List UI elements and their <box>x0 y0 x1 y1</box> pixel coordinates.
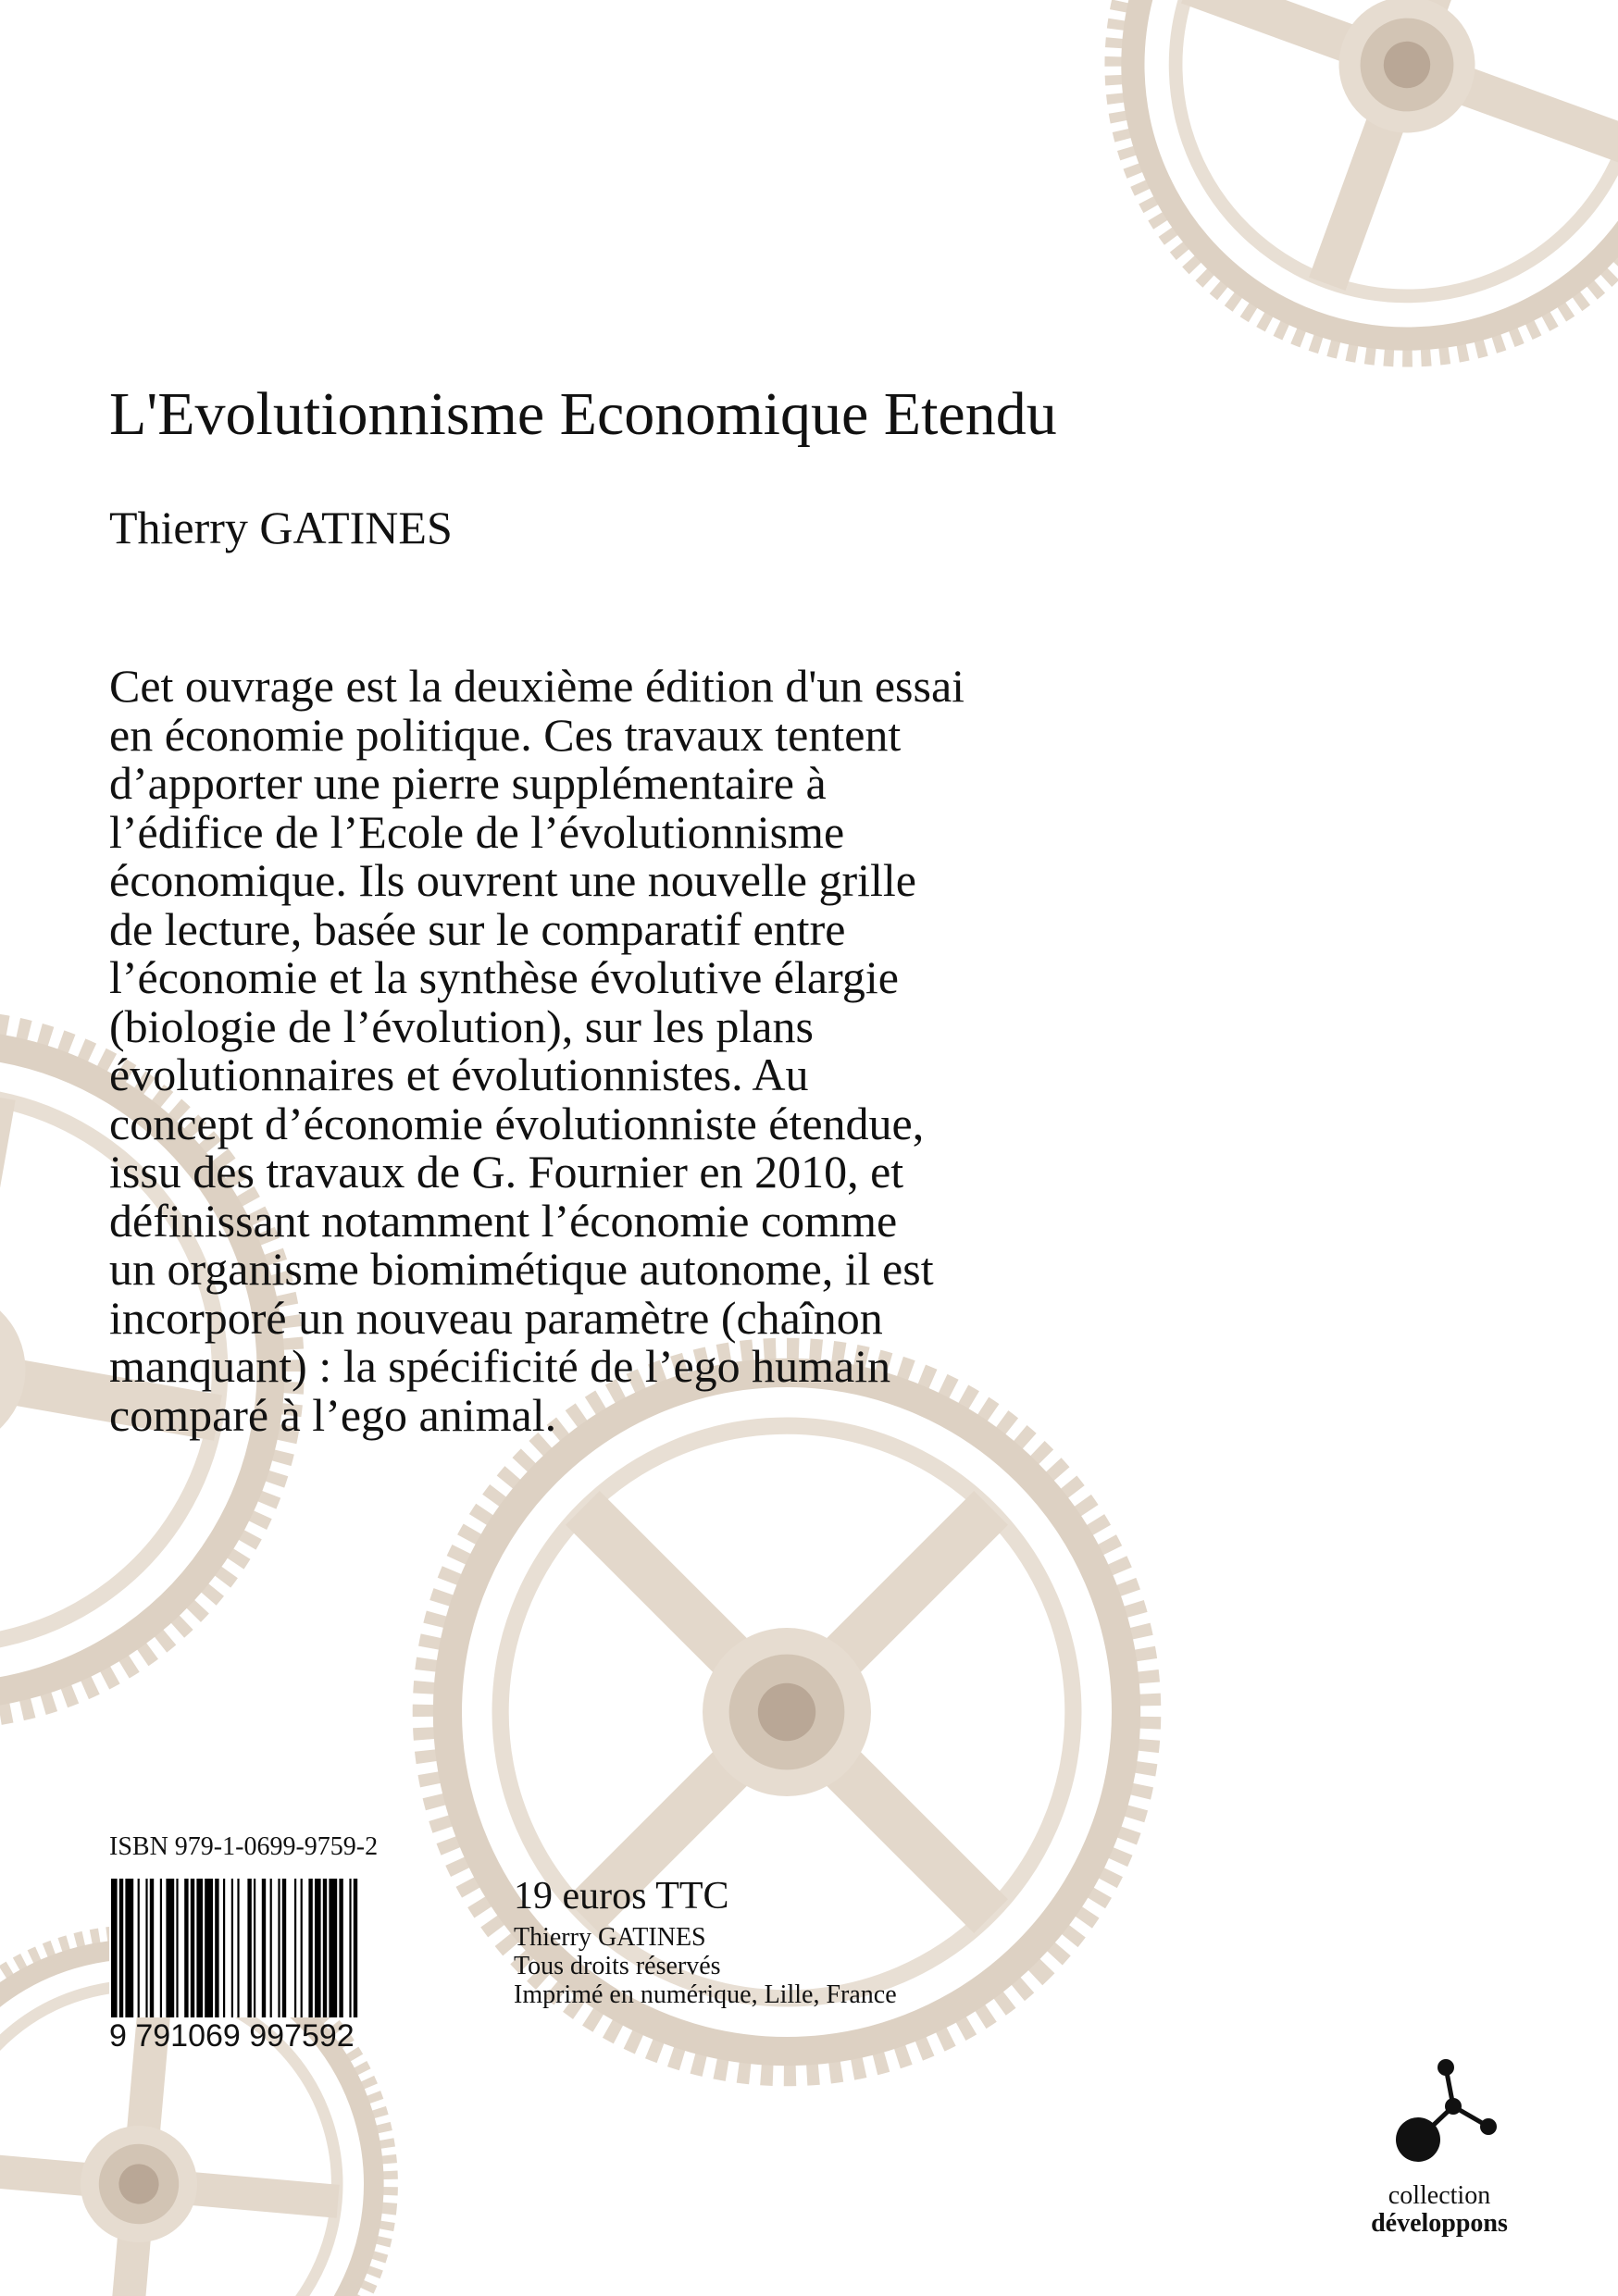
blurb-line: de lecture, basée sur le comparatif entre <box>109 902 846 955</box>
barcode-bar <box>329 1879 337 2017</box>
barcode-bar <box>323 1879 327 2017</box>
blurb-line: incorporé un nouveau paramètre (chaînon <box>109 1291 883 1344</box>
barcode-bar <box>166 1879 174 2017</box>
printing-info: Imprimé en numérique, Lille, France <box>514 1980 897 2009</box>
barcode-bar <box>138 1879 140 2017</box>
barcode-bar <box>339 1879 342 2017</box>
barcode-digits: 9 791069 997592 <box>109 2018 355 2054</box>
barcode-bar <box>278 1879 280 2017</box>
barcode-bar <box>247 1879 251 2017</box>
isbn-label: ISBN 979-1-0699-9759-2 <box>109 1832 379 1861</box>
barcode-bar <box>119 1879 123 2017</box>
collection-name: développons <box>1371 2209 1508 2238</box>
barcode-bar <box>270 1879 272 2017</box>
barcode-bar <box>191 1879 194 2017</box>
barcode-bar <box>125 1879 133 2017</box>
barcode-bar <box>308 1879 312 2017</box>
blurb-line: concept d’économie évolutionniste étendue, <box>109 1097 925 1149</box>
barcode-bar <box>231 1879 233 2017</box>
blurb-line: d’apporter une pierre supplémentaire à <box>109 757 827 809</box>
barcode-bar <box>349 1879 351 2017</box>
blurb-line: manquant) : la spécificité de l’ego humain <box>109 1340 891 1392</box>
rights-notice: Tous droits réservés <box>514 1952 721 1980</box>
blurb-line: l’édifice de l’Ecole de l’évolutionnisme <box>109 805 845 858</box>
blurb-line: (biologie de l’évolution), sur les plans <box>109 999 814 1052</box>
blurb-line: en économie politique. Ces travaux tentent <box>109 708 902 761</box>
publisher-name: Thierry GATINES <box>514 1923 706 1952</box>
barcode-bar <box>184 1879 188 2017</box>
blurb-line: un organisme biomimétique autonome, il est <box>109 1243 934 1295</box>
blurb-line: l’économie et la synthèse évolutive élargie <box>109 951 899 1003</box>
barcode-bar <box>262 1879 266 2017</box>
imprint-block <box>514 1923 897 2009</box>
gear-top-right <box>1033 0 1618 439</box>
book-title: L'Evolutionnisme Economique Etendu <box>109 380 1057 448</box>
barcode-bar <box>237 1879 239 2017</box>
barcode-bar <box>145 1879 147 2017</box>
barcode-bar <box>111 1879 118 2017</box>
barcode-bar <box>160 1879 162 2017</box>
book-author: Thierry GATINES <box>109 502 453 553</box>
barcode-bar <box>215 1879 218 2017</box>
barcode-bar <box>315 1879 321 2017</box>
blurb-line: issu des travaux de G. Fournier en 2010, et <box>109 1146 904 1198</box>
barcode-icon <box>109 1879 454 2017</box>
molecule-dots-icon <box>1361 2047 1527 2186</box>
blurb-line: comparé à l’ego animal. <box>109 1388 557 1441</box>
barcode-bar <box>301 1879 303 2017</box>
price: 19 euros TTC <box>514 1875 729 1917</box>
blurb-paragraph <box>109 662 1257 1439</box>
barcode-bar <box>150 1879 154 2017</box>
barcode-bar <box>354 1879 357 2017</box>
barcode-bar <box>196 1879 203 2017</box>
barcode-bar <box>205 1879 213 2017</box>
blurb-line: Cet ouvrage est la deuxième édition d'un essai <box>109 660 965 712</box>
blurb-line: évolutionnaires et évolutionnistes. Au <box>109 1049 809 1100</box>
barcode-bar <box>223 1879 225 2017</box>
collection-label: collection <box>1388 2181 1491 2210</box>
blurb-line: économique. Ils ouvrent une nouvelle grille <box>109 854 916 906</box>
barcode-bar <box>294 1879 296 2017</box>
barcode-bar <box>176 1879 178 2017</box>
barcode-bar <box>254 1879 255 2017</box>
barcode-bar <box>282 1879 286 2017</box>
blurb-line: définissant notamment l’économie comme <box>109 1194 898 1247</box>
